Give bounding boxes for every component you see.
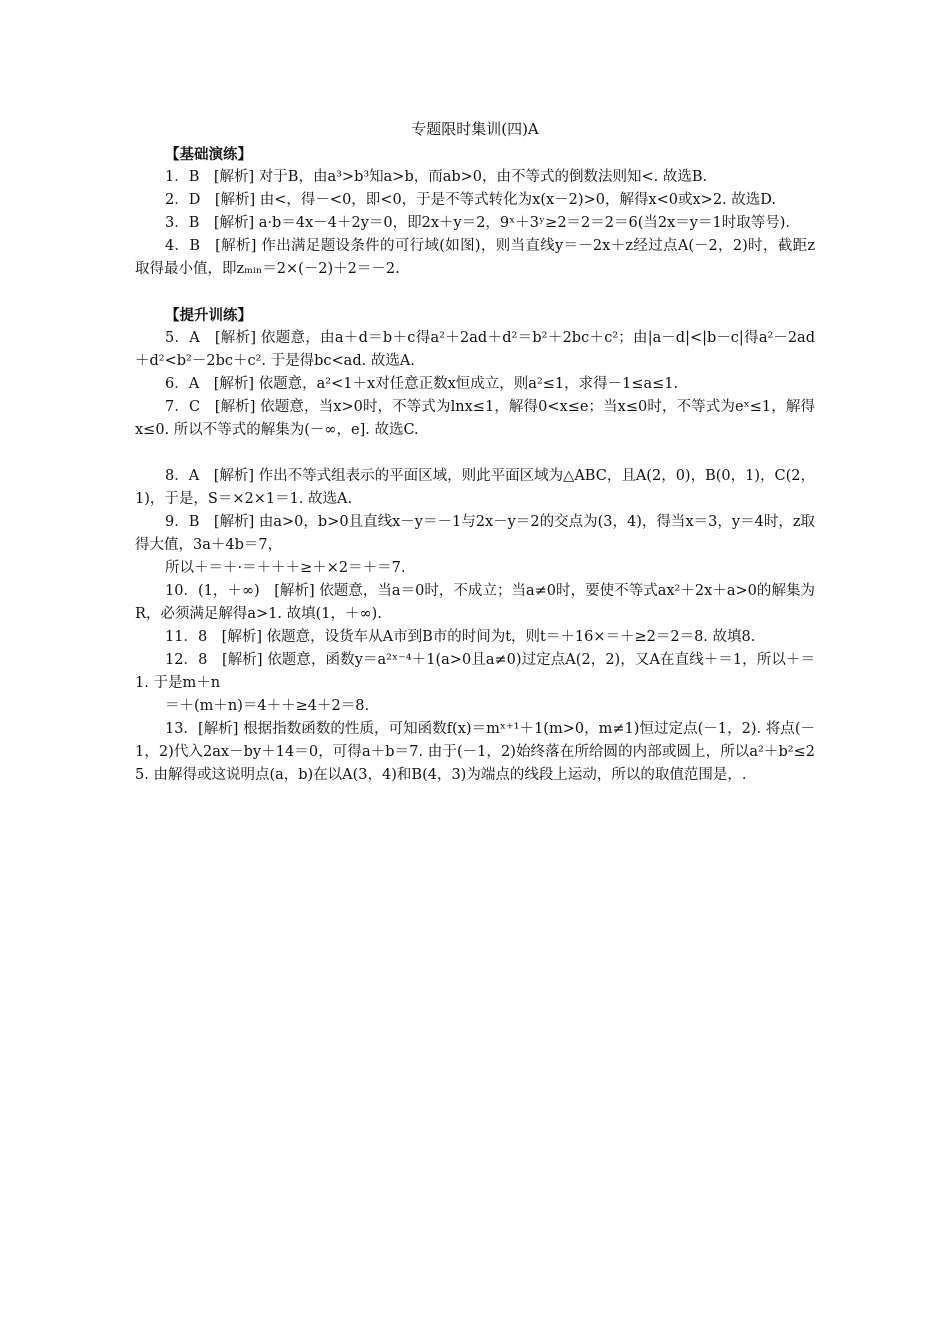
- answer-item-1: 1．B [解析] 对于B，由a³>b³知a>b，而ab>0，由不等式的倒数法则知<. 故选B.: [165, 169, 708, 185]
- answer-item-11: 11．8 [解析] 依题意，设货车从A市到B市的时间为t，则t＝＋16×＝＋≥2＝2＝8. 故填8.: [165, 629, 756, 645]
- answer-item-12: 12．8 [解析] 依题意，函数y＝a²ˣ⁻⁴＋1(a>0且a≠0)过定点A(2，2)，又A在直线＋＝1，所以＋＝1. 于是m＋n: [135, 652, 815, 691]
- answer-item-5: 5．A [解析] 依题意，由a＋d＝b＋c得a²＋2ad＋d²＝b²＋2bc＋c²；由|a－d|<|b－c|得a²－2ad＋d²<b²－2bc＋c². 于是得bc<ad. 故选A.: [135, 330, 815, 369]
- section-spacer: [135, 281, 815, 304]
- section-heading-basic: 【基础演练】: [165, 146, 252, 163]
- document-page: [135, 118, 815, 787]
- answer-item-6: 6．A [解析] 依题意，a²<1＋x对任意正数x恒成立，则a²≤1，求得－1≤a≤1.: [165, 376, 679, 392]
- answer-item-9: 9．B [解析] 由a>0，b>0且直线x－y＝－1与2x－y＝2的交点为(3，4)，得当x＝3，y＝4时，z取得大值，3a＋4b＝7，: [135, 514, 815, 553]
- answer-item-2: 2．D [解析] 由<，得－<0，即<0，于是不等式转化为x(x－2)>0，解得x<0或x>2. 故选D.: [165, 192, 776, 208]
- answer-item-13: 13．[解析] 根据指数函数的性质，可知函数f(x)＝mˣ⁺¹＋1(m>0，m≠1)恒过定点(－1，2). 将点(－1，2)代入2ax－by＋14＝0，可得a＋b＝7. 由于(－1，2)始终落在所给圆的内部或圆上，所以a²＋b²≤25. 由解得或这说明点(a，b)在以A(3，4)和B(4，3)为端点的线段上运动，所以的取值范围是，.: [135, 721, 815, 783]
- answer-item-3: 3．B [解析] a·b＝4x－4＋2y＝0，即2x＋y＝2，9ˣ＋3ʸ≥2＝2＝2＝6(当2x＝y＝1时取等号).: [165, 215, 790, 231]
- answer-item-10: 10．(1，＋∞) [解析] 依题意，当a＝0时，不成立；当a≠0时，要使不等式ax²＋2x＋a>0的解集为R，必须满足解得a>1. 故填(1，＋∞).: [135, 583, 815, 622]
- answer-item-7: 7．C [解析] 依题意，当x>0时，不等式为lnx≤1，解得0<x≤e；当x≤0时，不等式为eˣ≤1，解得x≤0. 所以不等式的解集为(－∞，e]. 故选C.: [135, 399, 815, 438]
- answer-item-12-continuation: ＝＋(m＋n)＝4＋＋≥4＋2＝8.: [165, 698, 370, 714]
- answer-item-9-continuation: 所以＋＝＋·＝＋＋＋≥＋×2＝＋＝7.: [165, 560, 406, 576]
- paragraph-spacer: [135, 442, 815, 465]
- answer-item-8: 8．A [解析] 作出不等式组表示的平面区域，则此平面区域为△ABC，且A(2，0)，B(0，1)，C(2，1)，于是，S＝×2×1＝1. 故选A.: [135, 468, 815, 507]
- answer-item-4: 4．B [解析] 作出满足题设条件的可行域(如图)，则当直线y＝－2x＋z经过点A(－2，2)时，截距z取得最小值，即zₘᵢₙ＝2×(－2)＋2＝－2.: [135, 238, 815, 277]
- page-title: 专题限时集训(四)A: [411, 120, 539, 138]
- section-heading-advanced: 【提升训练】: [165, 307, 252, 324]
